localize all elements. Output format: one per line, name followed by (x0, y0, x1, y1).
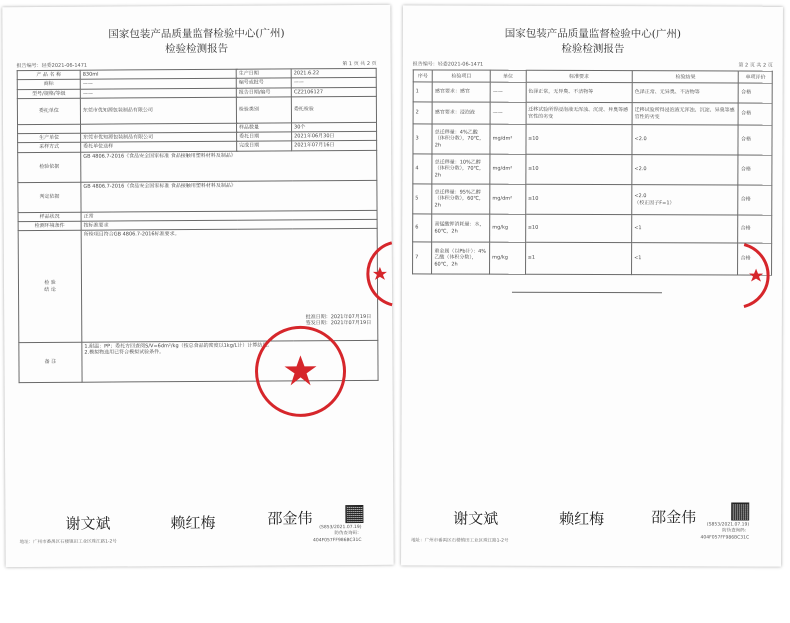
signature-3: 邵金伟 (651, 508, 697, 527)
cell-unit: —— (490, 82, 526, 102)
col-header: 检验项目 (432, 70, 490, 82)
issue-date: 签发日期：2021年07月19日 (305, 319, 372, 327)
col-header: 单位 (490, 70, 526, 82)
cell-no: 5 (413, 184, 432, 214)
signature-3: 邵金伟 (267, 509, 313, 528)
cell-label: 报告日期/编号 (236, 87, 291, 97)
cell-label: 生产日期 (236, 69, 291, 79)
col-header: 单项评价 (739, 71, 773, 83)
conclusion-text: 所检项目符合GB 4806.7-2016标准要求。 (83, 231, 180, 238)
cell-value: 东莞市优知源包装制品有限公司 (81, 132, 237, 142)
cell-eval: 合格 (738, 155, 772, 185)
cell-eval: 合格 (738, 215, 772, 243)
end-line (512, 292, 662, 294)
official-stamp (252, 323, 349, 420)
cell-item: 总迁移量：95%乙醇（体积分数），60℃，2h (432, 184, 490, 214)
cell-no: 6 (413, 214, 432, 242)
signature-2: 赖红梅 (170, 513, 216, 533)
table-row (413, 214, 772, 243)
signature-1: 谢文斌 (453, 509, 499, 528)
col-header: 检验结果 (632, 71, 739, 83)
page-title: 国家包装产品质量监督检验中心(广州) (504, 27, 681, 41)
cell-label: 判定依据 (18, 182, 81, 212)
cell-req: 色泽正常，无异臭、不洁物等 (526, 82, 633, 102)
results-table (412, 69, 773, 275)
cell-value: 2021年06月30日 (292, 131, 377, 141)
cell-result: <2.0 （校正因子F=1） (632, 185, 739, 215)
cell-item: 高锰酸钾消耗量：水，60℃，2h (432, 214, 490, 242)
cell-label: 检 验 结 论 (18, 230, 82, 342)
cell-label: 检验类别 (236, 97, 291, 123)
table-row (413, 242, 772, 275)
cell-value: GB 4806.7-2016《食品安全国家标准 食品接触用塑料材料及制品》 (81, 180, 377, 212)
report-page-2 (401, 5, 783, 566)
cell-result: <2.0 (632, 155, 739, 185)
cell-unit: mg/dm² (490, 184, 526, 214)
report-number: 报告编号：轻委2021-06-1471 (412, 61, 484, 68)
cell-label: 生产单位 (18, 133, 81, 143)
page-subtitle: 检验检测报告 (165, 42, 229, 56)
cell-value: —— (80, 88, 236, 98)
cell-item: 总迁移量：10%乙醇（体积分数），70℃，2h (432, 154, 490, 184)
signature-2: 赖红梅 (559, 509, 605, 529)
cell-eval: 合格 (738, 243, 772, 275)
signature-1: 谢文斌 (65, 514, 111, 533)
cell-value: 委托单位送样 (81, 142, 237, 152)
report-number: 报告编号：轻委2021-06-1471 (16, 62, 88, 70)
qr-caption (669, 522, 749, 541)
cell-label: 型号/规格/等级 (17, 89, 80, 99)
edge-stamp (742, 243, 782, 309)
cell-req: ≤10 (525, 154, 632, 184)
cell-eval: 合格 (738, 185, 772, 215)
table-row (413, 82, 772, 103)
cell-label: 备 注 (19, 342, 82, 382)
table-row (413, 124, 772, 155)
cell-value: —— (291, 78, 376, 88)
cell-value: 正常 (81, 210, 377, 221)
remark-line: 1.耐温：PP；委托方回查阅S/V=6dm²/kg（按总食品的密度以1kg/L计）计算结果。 (84, 342, 273, 350)
cell-value: 2021年07月16日 (292, 141, 377, 151)
cell-label: 检测环境条件 (18, 221, 81, 231)
cell-item: 感官要求：浸泡液 (432, 102, 490, 124)
cell-value: 2021.6.22 (291, 68, 376, 78)
cell-label: 样品状况 (18, 212, 81, 222)
cell-result: <1 (632, 215, 739, 243)
cell-unit: mg/dm² (490, 124, 526, 154)
cell-value: 30个 (292, 122, 377, 132)
qr-caption (281, 525, 361, 544)
cell-label: 检验依据 (18, 152, 81, 182)
qr-code-icon (731, 502, 749, 520)
col-header: 标准要求 (526, 70, 633, 82)
table-row (413, 102, 772, 125)
cell-value: —— (80, 79, 236, 89)
cell-unit: mg/kg (490, 214, 526, 242)
cell-item: 重金属（以Pb计）：4%乙酸（体积分数），60℃，2h (432, 242, 490, 274)
cell-value: 按标准要求 (81, 219, 377, 230)
cell-eval: 合格 (739, 103, 773, 125)
cell-req: 迁移试验所得浸泡液无浑浊、沉淀、异臭等感官性的劣变 (526, 102, 633, 124)
cell-result: <2.0 (632, 125, 739, 155)
cell-value: 830ml (80, 69, 236, 79)
cell-no: 3 (413, 124, 432, 154)
page-footer: 地址：广州市番禺区石楼镇田工业区珠江路1-2号 (411, 538, 509, 544)
page-number: 第 2 页 共 2 页 (738, 62, 773, 69)
table-row (413, 154, 772, 185)
cell-result: <1 (632, 243, 739, 275)
remark-line: 2.模拟物选用已符合模拟试验条件。 (84, 349, 165, 356)
cell-unit: mg/kg (490, 242, 526, 274)
cell-value: 委托检验 (291, 96, 376, 123)
cell-value: 东莞市优知源包装制品有限公司 (80, 97, 236, 124)
table-row (17, 96, 376, 124)
edge-stamp (354, 241, 394, 307)
cell-eval: 合格 (739, 83, 773, 103)
cell-unit: mg/dm² (490, 154, 526, 184)
cell-label: 完成日期 (237, 141, 292, 151)
cell-label: 样品数量 (237, 123, 292, 133)
cell-item: 总迁移量：4%乙酸（体积分数），70℃，2h (432, 124, 490, 154)
cell-label: 商标 (17, 79, 80, 89)
cell-item: 感官要求：感官 (432, 82, 490, 102)
cell-no: 7 (413, 242, 432, 274)
qr-code-icon (345, 505, 363, 523)
qr-caption-line: 404F057FF986BC31C (312, 537, 362, 543)
qr-caption-line: (S853/2021.07.19) (319, 525, 362, 531)
page-subtitle: 检验检测报告 (561, 42, 625, 56)
cell-result: 色泽正常、无异臭、不洁物等 (632, 83, 739, 103)
cell-req: ≤1 (525, 242, 632, 274)
page-title: 国家包装产品质量监督检验中心(广州) (108, 27, 285, 41)
table-row (18, 180, 377, 212)
page-number: 第 1 页 共 2 页 (342, 60, 377, 68)
qr-caption-line: 404F057FF986BC31C (700, 534, 750, 541)
cell-req: ≤10 (525, 214, 632, 242)
page-footer: 地址：广州市番禺区石楼镇田工业区珠江路1-2号 (19, 539, 117, 546)
cell-no: 4 (413, 154, 432, 184)
cell-value: GB 4806.7-2016《食品安全国家标准 食品接触用塑料材料及制品》 (81, 150, 377, 182)
report-page-1 (2, 5, 393, 567)
cell-no: 1 (413, 82, 432, 102)
cell-label: 采样方式 (18, 142, 81, 152)
report-meta (413, 60, 773, 68)
qr-caption-line: (S853/2021.07.19) (706, 522, 750, 528)
cell-no: 2 (413, 102, 432, 124)
cell-unit: —— (490, 102, 526, 124)
qr-caption-line: 防伪查询码： (334, 531, 362, 537)
table-row (413, 184, 772, 215)
table-row (18, 150, 377, 182)
sign-date: 批准日期：2021年07月19日 (305, 313, 372, 320)
cell-label: 委托单位 (17, 98, 80, 124)
cell-result: 迁移试验所得浸泡液无浑浊、沉淀、异臭等感官性的劣变 (632, 103, 739, 125)
cell-req: ≤10 (525, 184, 632, 214)
cell-label: 委托日期 (237, 132, 292, 142)
cell-req: ≤10 (526, 124, 633, 154)
col-header: 序号 (413, 70, 432, 82)
qr-caption-line: 防伪查询码： (722, 528, 750, 534)
cell-eval: 合格 (738, 125, 772, 155)
cell-label: 编号或批号 (236, 78, 291, 88)
cell-label: 产 品 名 称 (17, 70, 80, 80)
cell-label (18, 124, 81, 134)
cell-value: CZ2106127 (291, 87, 376, 97)
